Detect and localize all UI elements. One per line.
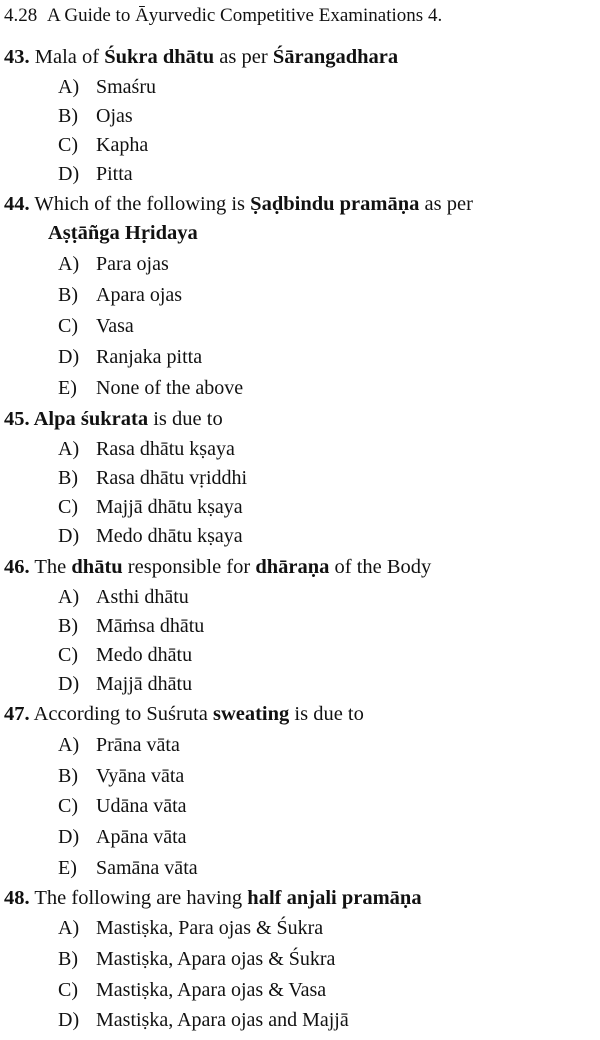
- option-letter: A): [58, 253, 80, 275]
- option-text: Medo dhātu kṣaya: [96, 525, 243, 547]
- question-text: as per: [419, 193, 473, 215]
- question-term: half anjali pramāṇa: [247, 887, 422, 909]
- option-text: Rasa dhātu kṣaya: [96, 438, 235, 460]
- option-43-a: [58, 73, 156, 101]
- option-45-d: [58, 522, 243, 550]
- question-number: 44.: [4, 193, 30, 215]
- option-text: Vasa: [96, 315, 134, 337]
- question-46: [4, 553, 431, 582]
- question-45: [4, 405, 223, 434]
- option-47-a: [58, 731, 180, 759]
- question-number: 47.: [4, 703, 30, 725]
- option-48-b: [58, 945, 335, 973]
- option-44-c: [58, 312, 134, 340]
- question-text: The following are having: [29, 887, 248, 909]
- option-text: Māṁsa dhātu: [96, 615, 205, 637]
- option-48-a: [58, 914, 323, 942]
- option-43-c: [58, 131, 148, 159]
- option-44-d: [58, 343, 202, 371]
- question-48: [4, 884, 422, 913]
- question-number: 45.: [4, 408, 30, 430]
- option-46-c: [58, 641, 192, 669]
- option-text: Mastiṣka, Para ojas & Śukra: [96, 917, 324, 939]
- question-number: 48.: [4, 887, 30, 909]
- option-text: Apara ojas: [96, 284, 183, 306]
- option-text: Majjā dhātu: [96, 673, 193, 695]
- option-letter: C): [58, 134, 78, 156]
- option-letter: C): [58, 795, 78, 817]
- option-letter: E): [58, 857, 77, 879]
- question-text: is due to: [289, 703, 364, 725]
- option-text: Pitta: [96, 163, 133, 185]
- option-text: Asthi dhātu: [96, 586, 189, 608]
- option-43-d: [58, 160, 133, 188]
- option-47-c: [58, 792, 187, 820]
- option-letter: E): [58, 377, 77, 399]
- option-text: Prāna vāta: [96, 734, 180, 756]
- option-letter: D): [58, 826, 80, 848]
- option-text: Mastiṣka, Apara ojas & Vasa: [96, 979, 327, 1001]
- question-term: Śukra dhātu: [104, 46, 215, 68]
- book-title: A Guide to Āyurvedic Competitive Examinations 4.: [46, 5, 443, 26]
- option-text: Smaśru: [96, 76, 156, 98]
- option-text: Mastiṣka, Apara ojas and Majjā: [96, 1009, 349, 1031]
- question-text: responsible for: [122, 556, 256, 578]
- option-text: Ojas: [96, 105, 133, 127]
- option-letter: C): [58, 496, 78, 518]
- option-text: Ranjaka pitta: [96, 346, 203, 368]
- question-47: [4, 700, 364, 729]
- option-44-e: [58, 374, 243, 402]
- question-43: [4, 43, 398, 72]
- option-letter: A): [58, 917, 80, 939]
- option-47-e: [58, 854, 198, 882]
- option-46-d: [58, 670, 192, 698]
- option-letter: D): [58, 525, 80, 547]
- option-letter: A): [58, 734, 80, 756]
- question-text: is due to: [148, 408, 223, 430]
- option-letter: C): [58, 979, 78, 1001]
- option-text: Medo dhātu: [96, 644, 193, 666]
- question-text: Which of the following is: [29, 193, 251, 215]
- option-letter: B): [58, 615, 78, 637]
- option-letter: B): [58, 105, 78, 127]
- question-term: Ṣaḍbindu pramāṇa: [250, 193, 420, 215]
- option-letter: D): [58, 1009, 80, 1031]
- option-letter: B): [58, 948, 78, 970]
- question-term: dhāraṇa: [255, 556, 330, 578]
- option-48-d: [58, 1006, 349, 1034]
- option-text: Apāna vāta: [96, 826, 187, 848]
- option-45-a: [58, 435, 235, 463]
- option-48-c: [58, 976, 326, 1004]
- option-letter: C): [58, 315, 78, 337]
- question-text: The: [29, 556, 72, 578]
- option-text: Majjā dhātu kṣaya: [96, 496, 243, 518]
- option-letter: D): [58, 673, 80, 695]
- page-number: 4.28: [4, 5, 38, 26]
- question-text: Mala of: [29, 46, 105, 68]
- option-47-d: [58, 823, 187, 851]
- option-44-a: [58, 250, 169, 278]
- option-text: Samāna vāta: [96, 857, 198, 879]
- option-letter: D): [58, 346, 80, 368]
- question-term: Aṣṭāñga Hṛidaya: [48, 222, 198, 244]
- option-47-b: [58, 762, 184, 790]
- option-45-b: [58, 464, 247, 492]
- question-term: Alpa śukrata: [29, 408, 149, 430]
- option-letter: D): [58, 163, 80, 185]
- option-letter: A): [58, 76, 80, 98]
- question-text: of the Body: [329, 556, 432, 578]
- option-letter: A): [58, 586, 80, 608]
- page-header: [4, 2, 442, 30]
- option-text: Mastiṣka, Apara ojas & Śukra: [96, 948, 336, 970]
- question-number: 43.: [4, 46, 30, 68]
- question-text: According to Suśruta: [29, 703, 213, 725]
- option-text: Rasa dhātu vṛiddhi: [96, 467, 248, 489]
- option-text: Kapha: [96, 134, 149, 156]
- question-number: 46.: [4, 556, 30, 578]
- option-letter: B): [58, 467, 78, 489]
- option-letter: B): [58, 765, 78, 787]
- option-letter: C): [58, 644, 78, 666]
- option-text: None of the above: [96, 377, 244, 399]
- option-letter: A): [58, 438, 80, 460]
- question-term: dhātu: [71, 556, 123, 578]
- option-text: Para ojas: [96, 253, 169, 275]
- question-term: Śārangadhara: [272, 46, 399, 68]
- question-text: as per: [214, 46, 273, 68]
- question-term: sweating: [212, 703, 290, 725]
- option-46-b: [58, 612, 204, 640]
- option-text: Udāna vāta: [96, 795, 187, 817]
- option-text: Vyāna vāta: [96, 765, 185, 787]
- option-44-b: [58, 281, 182, 309]
- option-45-c: [58, 493, 243, 521]
- option-43-b: [58, 102, 133, 130]
- option-letter: B): [58, 284, 78, 306]
- question-44: [4, 190, 473, 248]
- option-46-a: [58, 583, 189, 611]
